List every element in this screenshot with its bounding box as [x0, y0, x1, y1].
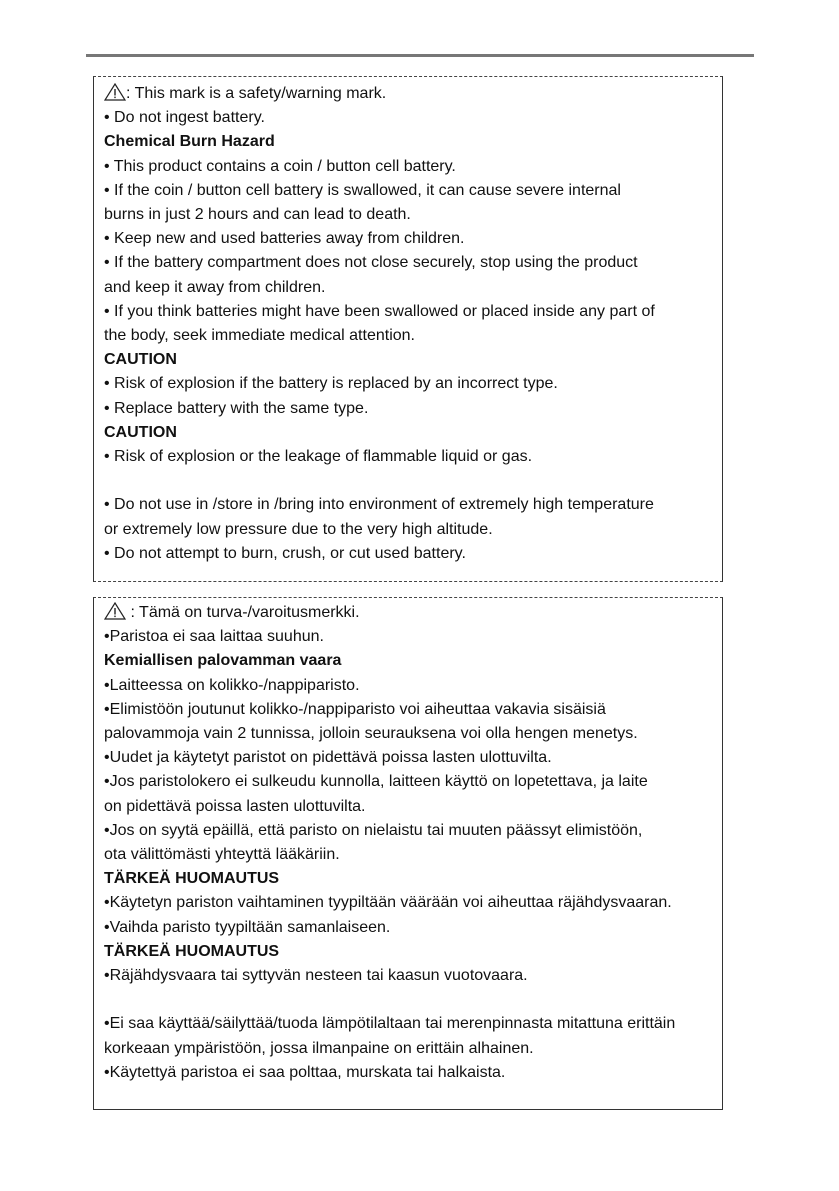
english-mark-text: : This mark is a safety/warning mark.	[126, 85, 387, 102]
warning-text-line: palovammoja vain 2 tunnissa, jolloin seurauksena voi olla hengen menetys.	[104, 725, 638, 743]
warning-text-line: burns in just 2 hours and can lead to death.	[104, 206, 411, 224]
section-heading: Kemiallisen palovamman vaara	[104, 652, 342, 670]
warning-text-line: •Räjähdysvaara tai syttyvän nesteen tai kaasun vuotovaara.	[104, 967, 528, 985]
warning-text-line: • Do not use in /store in /bring into environment of extremely high temperature	[104, 496, 654, 514]
warning-text-line: korkeaan ympäristöön, jossa ilmanpaine on erittäin alhainen.	[104, 1039, 534, 1057]
section-heading: TÄRKEÄ HUOMAUTUS	[104, 870, 280, 888]
warning-text-line: on pidettävä poissa lasten ulottuvilta.	[104, 797, 366, 815]
warning-text-line: • Replace battery with the same type.	[104, 399, 369, 417]
warning-text-line: • Do not ingest battery.	[104, 109, 265, 127]
warning-text-line: • If you think batteries might have been swallowed or placed inside any part of	[104, 302, 655, 320]
finnish-mark-text: : Tämä on turva-/varoitusmerkki.	[126, 604, 360, 621]
blank-line	[104, 469, 712, 493]
english-warning-box	[93, 76, 723, 582]
finnish-mark-line	[104, 601, 712, 625]
warning-text-line: •Ei saa käyttää/säilyttää/tuoda lämpötilaltaan tai merenpinnasta mitattuna erittäin	[104, 1015, 676, 1033]
warning-text-line: • Do not attempt to burn, crush, or cut used battery.	[104, 544, 466, 562]
warning-text-line: •Käytettyä paristoa ei saa polttaa, murskata tai halkaista.	[104, 1063, 506, 1081]
warning-text-line: • Risk of explosion if the battery is replaced by an incorrect type.	[104, 375, 558, 393]
warning-text-line: •Vaihda paristo tyypiltään samanlaiseen.	[104, 918, 391, 936]
section-heading: TÄRKEÄ HUOMAUTUS	[104, 942, 280, 960]
section-heading: Chemical Burn Hazard	[104, 133, 275, 151]
section-heading: CAUTION	[104, 351, 177, 369]
warning-text-line: • If the battery compartment does not close securely, stop using the product	[104, 254, 638, 272]
blank-line	[104, 988, 712, 1012]
warning-triangle-icon	[104, 83, 126, 101]
warning-text-line: •Paristoa ei saa laittaa suuhun.	[104, 628, 324, 646]
section-heading: CAUTION	[104, 423, 177, 441]
warning-text-line: •Jos on syytä epäillä, että paristo on nielaistu tai muuten päässyt elimistöön,	[104, 821, 643, 839]
finnish-warning-box	[93, 597, 723, 1110]
warning-text-line: •Käytetyn pariston vaihtaminen tyypiltään väärään voi aiheuttaa räjähdysvaaran.	[104, 894, 672, 912]
warning-text-line: the body, seek immediate medical attention.	[104, 327, 415, 345]
warning-text-line: or extremely low pressure due to the very high altitude.	[104, 520, 493, 538]
english-lines	[104, 106, 712, 566]
header-rule	[86, 54, 754, 57]
warning-text-line: •Elimistöön joutunut kolikko-/nappiparisto voi aiheuttaa vakavia sisäisiä	[104, 700, 606, 718]
warning-text-line: ota välittömästi yhteyttä lääkäriin.	[104, 846, 340, 864]
finnish-lines	[104, 625, 712, 1085]
warning-text-line: •Uudet ja käytetyt paristot on pidettävä poissa lasten ulottuvilta.	[104, 749, 552, 767]
warning-text-line: •Laitteessa on kolikko-/nappiparisto.	[104, 676, 360, 694]
warning-text-line: • Risk of explosion or the leakage of flammable liquid or gas.	[104, 448, 533, 466]
warning-text-line: •Jos paristolokero ei sulkeudu kunnolla, laitteen käyttö on lopetettava, ja laite	[104, 773, 648, 791]
warning-text-line: • If the coin / button cell battery is swallowed, it can cause severe internal	[104, 181, 621, 199]
warning-triangle-icon	[104, 602, 126, 620]
warning-text-line: • Keep new and used batteries away from children.	[104, 230, 465, 248]
warning-text-line: and keep it away from children.	[104, 278, 326, 296]
warning-text-line: • This product contains a coin / button cell battery.	[104, 157, 456, 175]
english-mark-line	[104, 82, 712, 106]
